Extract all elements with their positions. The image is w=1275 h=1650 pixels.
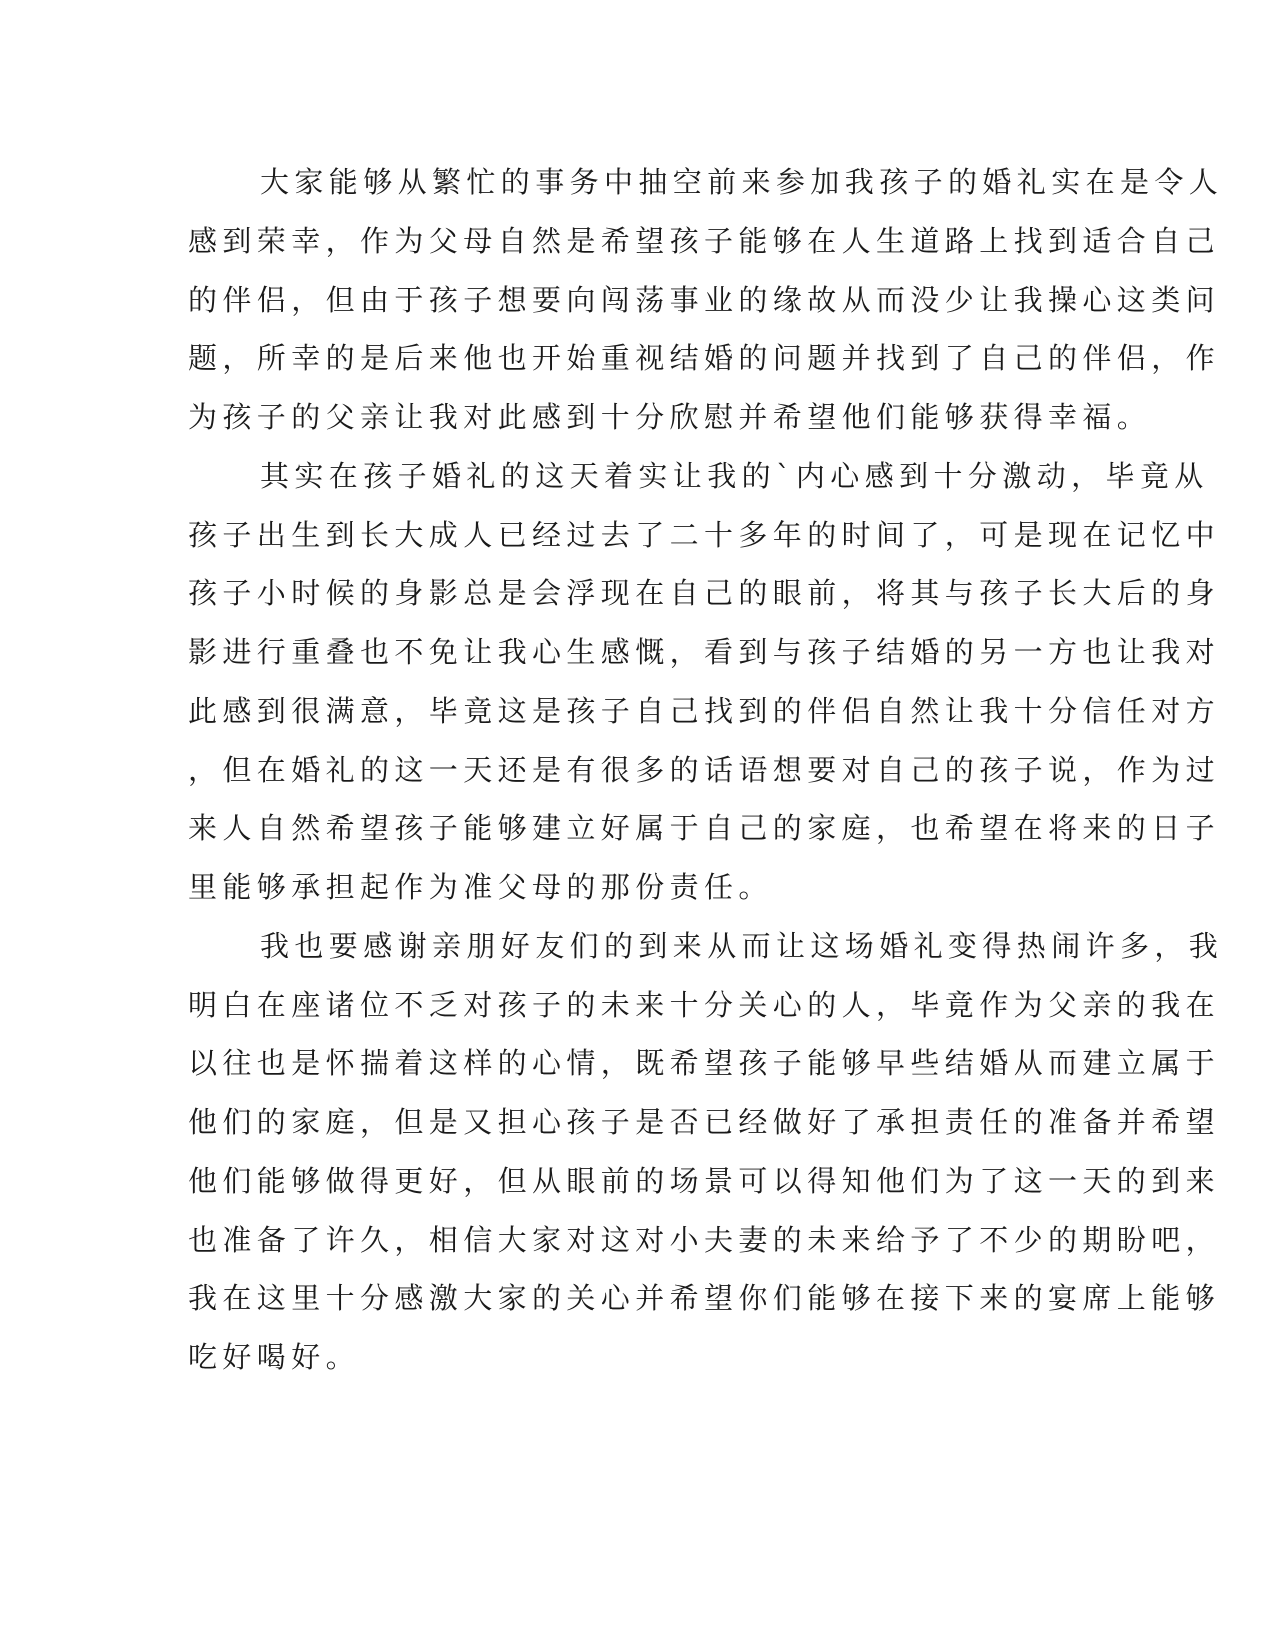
paragraph-line: 我也要感谢亲朋好友们的到来从而让这场婚礼变得热闹许多，我 [260, 929, 1224, 963]
paragraph-line: 此感到很满意，毕竟这是孩子自己找到的伴侣自然让我十分信任对方 [188, 694, 1221, 728]
paragraph-line: 影进行重叠也不免让我心生感慨，看到与孩子结婚的另一方也让我对 [188, 635, 1221, 669]
paragraph-line: 他们的家庭，但是又担心孩子是否已经做好了承担责任的准备并希望 [188, 1105, 1221, 1139]
paragraph-line: 为孩子的父亲让我对此感到十分欣慰并希望他们能够获得幸福。 [188, 400, 1152, 434]
paragraph-line: 他们能够做得更好，但从眼前的场景可以得知他们为了这一天的到来 [188, 1164, 1221, 1198]
paragraph-line: 孩子出生到长大成人已经过去了二十多年的时间了，可是现在记忆中 [188, 518, 1221, 552]
paragraph-line: 孩子小时候的身影总是会浮现在自己的眼前，将其与孩子长大后的身 [188, 576, 1221, 610]
paragraph-line: 以往也是怀揣着这样的心情，既希望孩子能够早些结婚从而建立属于 [188, 1046, 1221, 1080]
paragraph-line: 我在这里十分感激大家的关心并希望你们能够在接下来的宴席上能够 [188, 1281, 1221, 1315]
paragraph-line: 里能够承担起作为准父母的那份责任。 [188, 870, 773, 904]
paragraph-line: 也准备了许久，相信大家对这对小夫妻的未来给予了不少的期盼吧， [188, 1223, 1221, 1257]
paragraph-line: 题，所幸的是后来他也开始重视结婚的问题并找到了自己的伴侣，作 [188, 341, 1221, 375]
paragraph-line: 吃好喝好。 [188, 1340, 361, 1374]
paragraph-line: 感到荣幸，作为父母自然是希望孩子能够在人生道路上找到适合自己 [188, 224, 1221, 258]
paragraph-line: 的伴侣，但由于孩子想要向闯荡事业的缘故从而没少让我操心这类问 [188, 283, 1221, 317]
paragraph-line: 其实在孩子婚礼的这天着实让我的`内心感到十分激动，毕竟从 [260, 459, 1209, 493]
paragraph-line: ，但在婚礼的这一天还是有很多的话语想要对自己的孩子说，作为过 [188, 753, 1221, 787]
paragraph-line: 来人自然希望孩子能够建立好属于自己的家庭，也希望在将来的日子 [188, 811, 1221, 845]
paragraph-line: 大家能够从繁忙的事务中抽空前来参加我孩子的婚礼实在是令人 [260, 165, 1224, 199]
paragraph-line: 明白在座诸位不乏对孩子的未来十分关心的人，毕竟作为父亲的我在 [188, 988, 1221, 1022]
